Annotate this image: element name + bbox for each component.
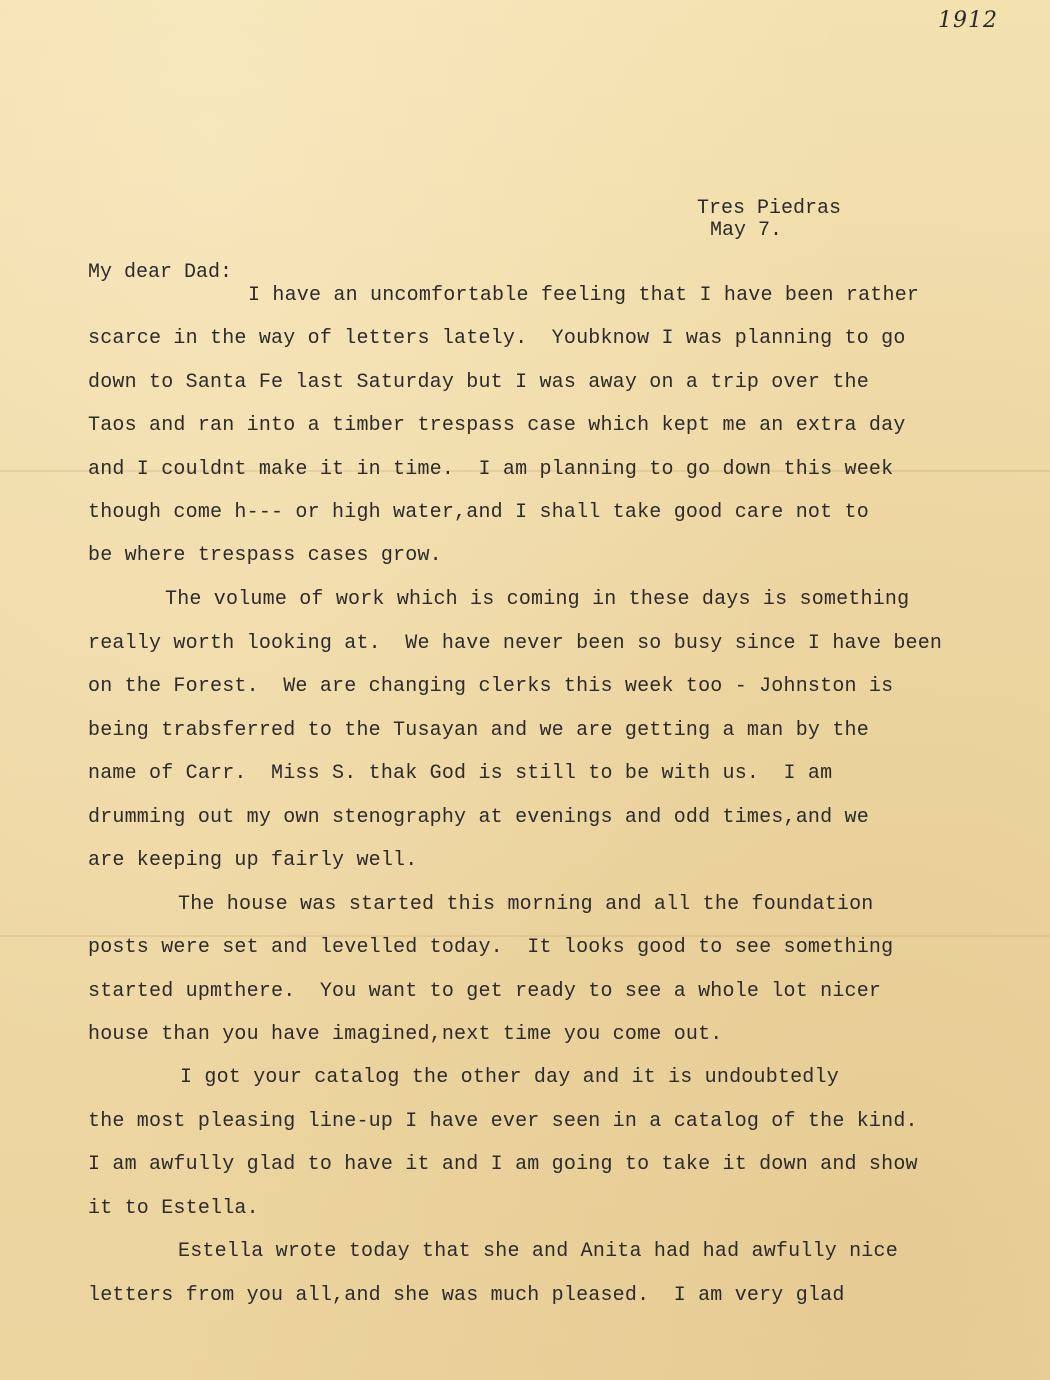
body-line: and I couldnt make it in time. I am planning to go down this week xyxy=(88,458,894,481)
body-line: drumming out my own stenography at evenings and odd times,and we xyxy=(88,806,869,829)
body-line: really worth looking at. We have never been so busy since I have been xyxy=(88,632,943,655)
body-line: I got your catalog the other day and it is undoubtedly xyxy=(180,1066,839,1089)
handwritten-year-note: 1912 xyxy=(938,8,998,33)
body-line: on the Forest. We are changing clerks this week too - Johnston is xyxy=(88,675,894,698)
body-line: the most pleasing line-up I have ever seen in a catalog of the kind. xyxy=(88,1110,918,1133)
body-line: down to Santa Fe last Saturday but I was away on a trip over the xyxy=(88,371,869,394)
body-line: being trabsferred to the Tusayan and we are getting a man by the xyxy=(88,719,869,742)
body-line: The house was started this morning and all the foundation xyxy=(178,893,874,916)
body-line: scarce in the way of letters lately. Youbknow I was planning to go xyxy=(88,327,906,350)
body-line: are keeping up fairly well. xyxy=(88,849,418,872)
body-line: it to Estella. xyxy=(88,1197,259,1220)
body-line: name of Carr. Miss S. thak God is still to be with us. I am xyxy=(88,762,833,785)
letter-date: May 7. xyxy=(710,219,783,242)
body-line: posts were set and levelled today. It looks good to see something xyxy=(88,936,894,959)
body-line: be where trespass cases grow. xyxy=(88,544,442,567)
body-line: Taos and ran into a timber trespass case which kept me an extra day xyxy=(88,414,906,437)
body-line: I am awfully glad to have it and I am going to take it down and show xyxy=(88,1153,918,1176)
body-line: house than you have imagined,next time you come out. xyxy=(88,1023,723,1046)
salutation: My dear Dad: xyxy=(88,261,233,284)
body-line: The volume of work which is coming in these days is something xyxy=(165,588,910,611)
body-line: though come h--- or high water,and I shall take good care not to xyxy=(88,501,869,524)
body-line: letters from you all,and she was much pleased. I am very glad xyxy=(88,1284,845,1307)
body-line: I have an uncomfortable feeling that I have been rather xyxy=(248,284,920,307)
body-line: started upmthere. You want to get ready to see a whole lot nicer xyxy=(88,980,882,1003)
body-line: Estella wrote today that she and Anita had had awfully nice xyxy=(178,1240,898,1263)
letter-place: Tres Piedras xyxy=(697,197,842,220)
